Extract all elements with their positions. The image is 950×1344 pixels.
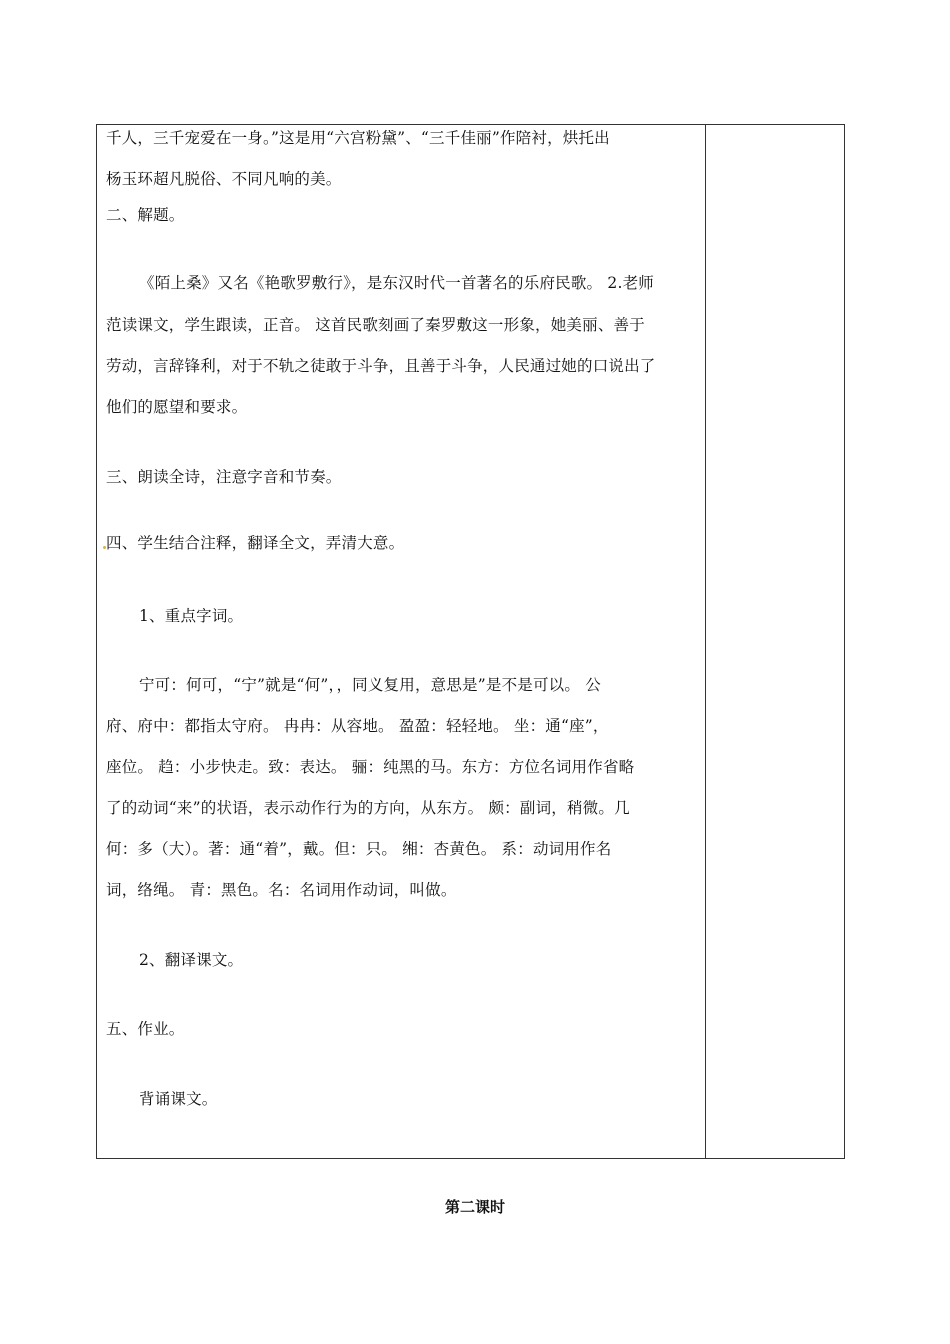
sub1-body-line-5: 何：多（大）。著：通“着”，戴。但：只。 缃：杏黄色。 系：动词用作名 [106, 840, 612, 858]
section2-body-line-4: 他们的愿望和要求。 [106, 398, 248, 416]
sub1-body-line-3: 座位。 趋：小步快走。致：表达。 骊：纯黑的马。东方：方位名词用作省略 [106, 758, 635, 776]
section3-heading: 三、朗读全诗，注意字音和节奏。 [106, 468, 342, 486]
table-column-divider [705, 124, 706, 1159]
section2-body-line-2: 范读课文，学生跟读，正音。 这首民歌刻画了秦罗敷这一形象，她美丽、善于 [106, 316, 645, 334]
intro-line-2: 杨玉环超凡脱俗、不同凡响的美。 [106, 170, 342, 188]
sub1-body-line-1: 宁可：何可，“宁”就是“何”，，同义复用，意思是”是不是可以。 公 [139, 676, 601, 694]
sub1-body-line-4: 了的动词“来”的状语，表示动作行为的方向，从东方。 颇：副词，稍微。几 [106, 799, 630, 817]
intro-line-1: 千人，三千宠爱在一身。”这是用“六宫粉黛”、“三千佳丽”作陪衬，烘托出 [106, 129, 610, 147]
section2-body-line-3: 劳动，言辞锋利，对于不轨之徒敢于斗争，且善于斗争，人民通过她的口说出了 [106, 357, 656, 375]
section2-heading: 二、解题。 [106, 206, 185, 224]
sub1-heading: 1、重点字词。 [139, 607, 244, 625]
section5-body: 背诵课文。 [139, 1090, 218, 1108]
sub1-body-line-2: 府、府中：都指太守府。 冉冉：从容地。 盈盈：轻轻地。 坐：通“座”， [106, 717, 609, 735]
section2-body-line-1: 《陌上桑》又名《艳歌罗敷行》，是东汉时代一首著名的乐府民歌。 2.老师 [139, 274, 654, 292]
footer-title: 第二课时 [444, 1198, 505, 1216]
sub2-heading: 2、翻译课文。 [139, 951, 244, 969]
sub1-body-line-6: 词，络绳。 青：黑色。名：名词用作动词，叫做。 [106, 881, 457, 899]
section4-heading: 四、学生结合注释，翻译全文，弄清大意。 [106, 534, 405, 552]
section5-heading: 五、作业。 [106, 1020, 185, 1038]
